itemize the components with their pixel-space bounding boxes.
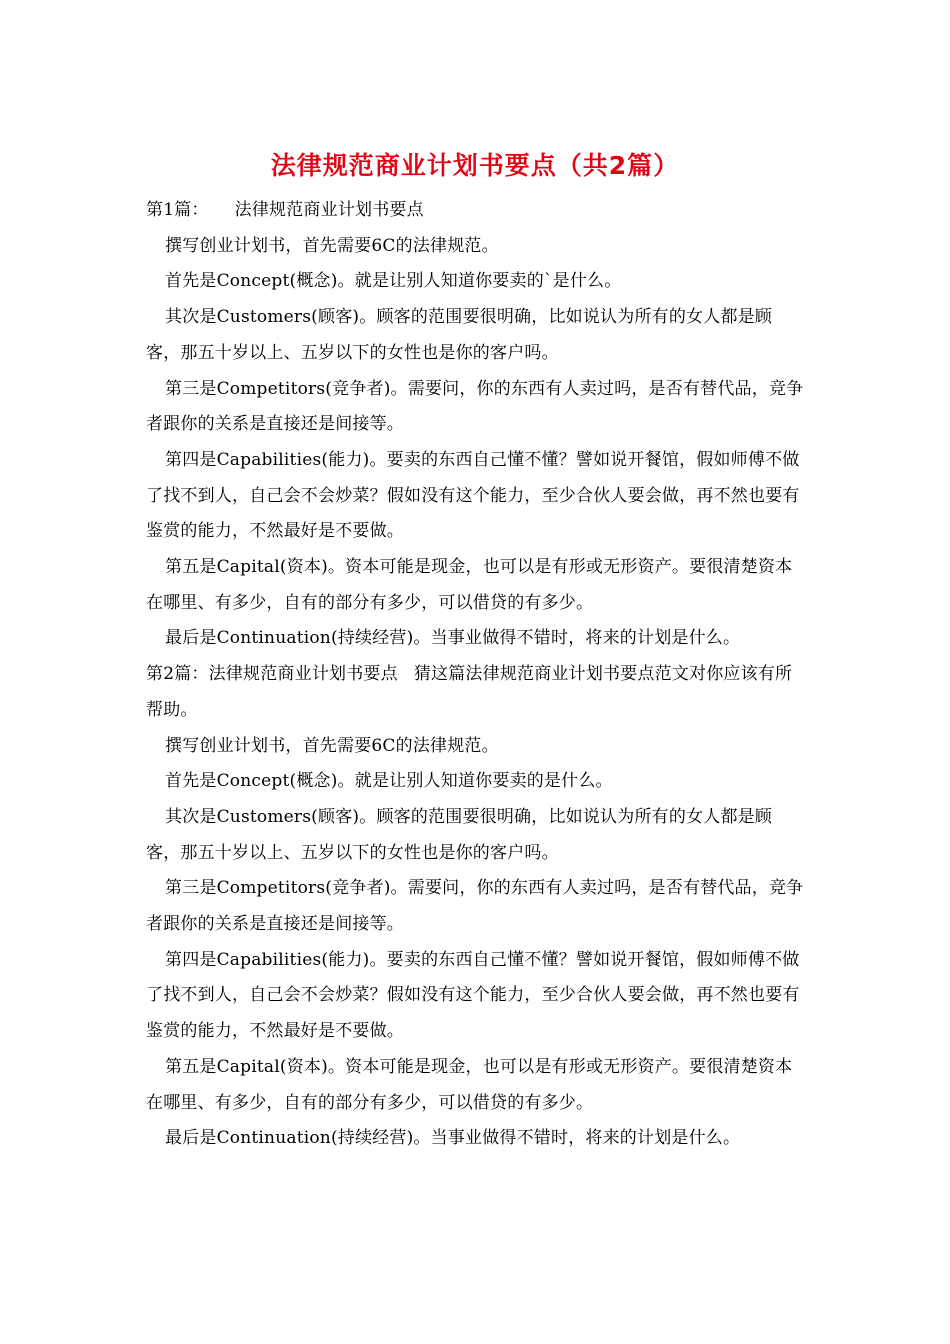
article-2-paragraph: 第三是Competitors(竞争者)。需要问，你的东西有人卖过吗，是否有替代品，竞争者跟你的关系是直接还是间接等。 — [146, 878, 804, 935]
article-1-paragraph: 第五是Capital(资本)。资本可能是现金，也可以是有形或无形资产。要很清楚资本在哪里、有多少，自有的部分有多少，可以借贷的有多少。 — [146, 557, 793, 613]
article-2-paragraph: 第五是Capital(资本)。资本可能是现金，也可以是有形或无形资产。要很清楚资本在哪里、有多少，自有的部分有多少，可以借贷的有多少。 — [146, 1056, 793, 1113]
article-1-title: 法律规范商业计划书要点 — [234, 200, 424, 220]
article-1-paragraph: 撰写创业计划书，首先需要6C的法律规范。 — [165, 235, 499, 256]
article-2-heading — [146, 657, 806, 728]
article-2-paragraph: 撰写创业计划书，首先需要6C的法律规范。 — [165, 735, 499, 756]
article-2-paragraph: 其次是Customers(顾客)。顾客的范围要很明确，比如说认为所有的女人都是顾客，那五十岁以上、五岁以下的女性也是你的客户吗。 — [146, 806, 773, 863]
article-2-paragraph: 最后是Continuation(持续经营)。当事业做得不错时，将来的计划是什么。 — [165, 1128, 741, 1149]
article-1-paragraph: 首先是Concept(概念)。就是让别人知道你要卖的`是什么。 — [165, 271, 622, 292]
article-2-title: 法律规范商业计划书要点 — [208, 664, 398, 685]
document-title: 法律规范商业计划书要点（共2篇） — [270, 151, 680, 180]
article-1-paragraph: 其次是Customers(顾客)。顾客的范围要很明确，比如说认为所有的女人都是顾客，那五十岁以上、五岁以下的女性也是你的客户吗。 — [146, 307, 773, 363]
article-1-label: 第1篇： — [146, 200, 209, 220]
article-1-heading — [146, 193, 806, 229]
article-2-label: 第2篇： — [146, 664, 209, 685]
article-1-paragraph: 最后是Continuation(持续经营)。当事业做得不错时，将来的计划是什么。 — [165, 628, 741, 649]
article-2-paragraph: 第四是Capabilities(能力)。要卖的东西自己懂不懂？譬如说开餐馆，假如师傅不做了找不到人，自己会不会炒菜？假如没有这个能力，至少合伙人要会做，再不然也要有鉴赏的能力，不然最好是不要做。 — [146, 949, 800, 1042]
document-body — [146, 193, 806, 1157]
article-2-intro: 猜这篇法律规范商业计划书要点范文对你应该有所帮助。 — [146, 664, 793, 720]
article-1-paragraph: 第四是Capabilities(能力)。要卖的东西自己懂不懂？譬如说开餐馆，假如师傅不做了找不到人，自己会不会炒菜？假如没有这个能力，至少合伙人要会做，再不然也要有鉴赏的能力，不然最好是不要做。 — [146, 449, 800, 542]
article-1-paragraph: 第三是Competitors(竞争者)。需要问，你的东西有人卖过吗，是否有替代品，竞争者跟你的关系是直接还是间接等。 — [146, 378, 804, 435]
article-2-paragraph: 首先是Concept(概念)。就是让别人知道你要卖的是什么。 — [165, 771, 613, 792]
